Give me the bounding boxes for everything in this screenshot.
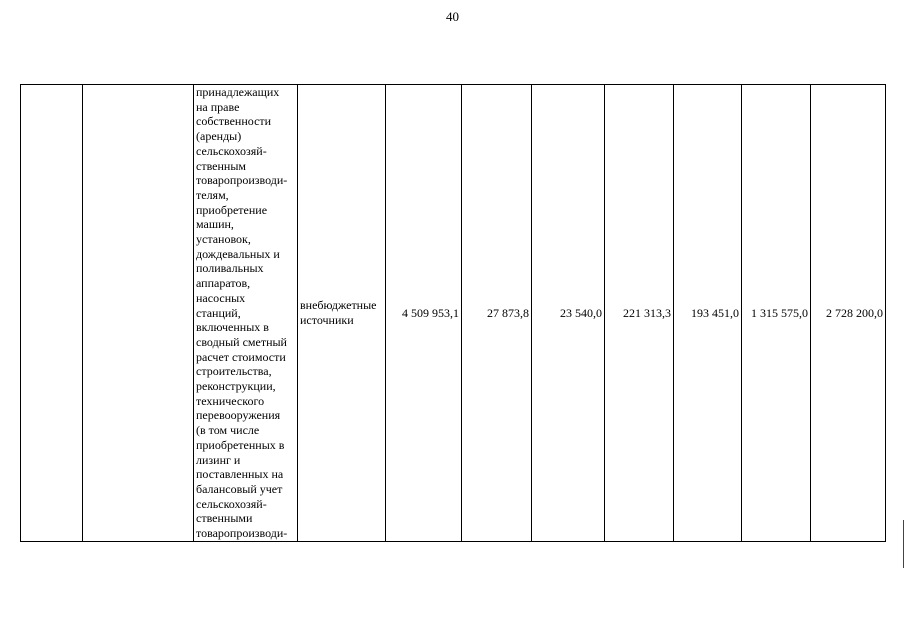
cell-description	[194, 85, 298, 542]
cell-value-year-5: 1 315 575,0	[742, 85, 811, 542]
description-text: принадлежащих на праве собственности (аренды) сельскохозяй- ственным товаропроизводи- телям, приобретение машин, установок, дождевальных и поливальных аппаратов, насосных станций, включенных в сводный сметный расчет стоимости строительства, реконструкции, технического перевооружения (в том числе приобретенных в лизинг и поставленных на балансовый учет сельскохозяй- ственными товаропроизводи-	[196, 85, 288, 541]
cell-value-year-6: 2 728 200,0	[811, 85, 886, 542]
cell-funding-source: внебюджетные источники	[298, 85, 386, 542]
scan-margin-line	[903, 520, 904, 568]
cell-number	[21, 85, 83, 542]
page-number: 40	[446, 9, 459, 24]
cell-value-year-1: 27 873,8	[462, 85, 532, 542]
cell-value-year-4: 193 451,0	[674, 85, 742, 542]
cell-value-year-2: 23 540,0	[532, 85, 605, 542]
cell-name	[83, 85, 194, 542]
cell-value-total: 4 509 953,1	[386, 85, 462, 542]
budget-table	[20, 84, 886, 542]
table-row	[21, 85, 886, 542]
cell-value-year-3: 221 313,3	[605, 85, 674, 542]
